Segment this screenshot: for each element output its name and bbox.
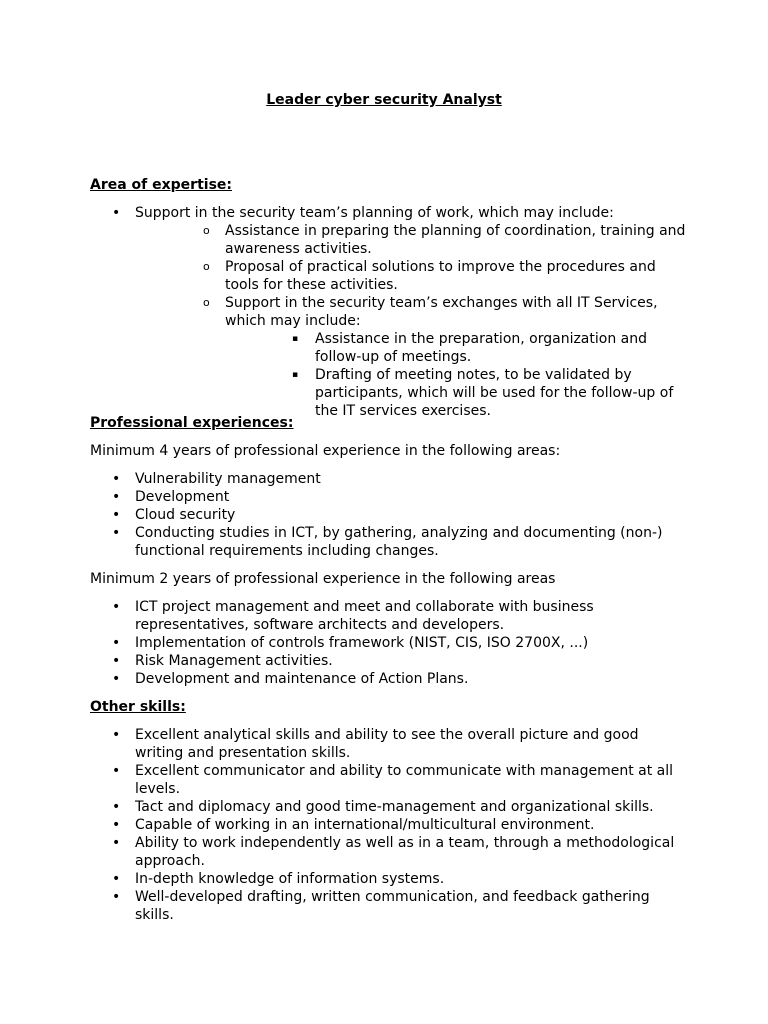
circle-marker: o	[203, 260, 210, 273]
experience-intro-2-years: Minimum 2 years of professional experience in the following areas	[90, 571, 556, 587]
list-item	[270, 366, 690, 420]
list-item	[90, 524, 690, 560]
bullet-marker: •	[112, 471, 121, 487]
bullet-marker: •	[112, 889, 121, 905]
list-item	[90, 798, 690, 816]
list-item-text: Development	[135, 489, 230, 505]
list-item	[90, 726, 690, 762]
bullet-marker: •	[112, 763, 121, 779]
list-item-text: Implementation of controls framework (NIST, CIS, ISO 2700X, ...)	[135, 635, 589, 651]
list-item	[90, 834, 690, 870]
list-item-text: Support in the security team’s planning of work, which may include:	[135, 205, 614, 221]
skills-list	[90, 726, 690, 924]
list-item	[90, 816, 690, 834]
list-item-text: Ability to work independently as well as in a team, through a methodological approach.	[135, 835, 675, 869]
experience-4-list	[90, 470, 690, 560]
list-item-text: Tact and diplomacy and good time-management and organizational skills.	[135, 799, 654, 815]
document-title: Leader cyber security Analyst	[266, 92, 502, 108]
circle-marker: o	[203, 224, 210, 237]
list-item	[90, 652, 690, 670]
experience-heading: Professional experiences:	[90, 415, 294, 431]
list-item-text: Cloud security	[135, 507, 236, 523]
list-item-text: ICT project management and meet and collaborate with business representatives, software architects and developers.	[135, 599, 594, 633]
bullet-marker: •	[112, 205, 121, 221]
list-item	[180, 294, 690, 420]
bullet-marker: •	[112, 727, 121, 743]
list-item	[90, 870, 690, 888]
list-item-text: Support in the security team’s exchanges with all IT Services, which may include:	[225, 295, 658, 329]
list-item	[90, 762, 690, 798]
list-item-text: In-depth knowledge of information systems.	[135, 871, 445, 887]
list-item	[90, 204, 690, 420]
list-item-text: Development and maintenance of Action Plans.	[135, 671, 469, 687]
list-item	[90, 598, 690, 634]
sub-list	[180, 222, 690, 420]
list-item-text: Proposal of practical solutions to improve the procedures and tools for these activities.	[225, 259, 656, 293]
list-item	[90, 888, 690, 924]
experience-intro-4-years: Minimum 4 years of professional experience in the following areas:	[90, 443, 561, 459]
circle-marker: o	[203, 296, 210, 309]
list-item	[90, 488, 690, 506]
list-item-text: Assistance in the preparation, organization and follow-up of meetings.	[315, 331, 647, 365]
expertise-list	[90, 204, 690, 420]
bullet-marker: •	[112, 489, 121, 505]
bullet-marker: •	[112, 871, 121, 887]
bullet-marker: •	[112, 835, 121, 851]
list-item	[90, 470, 690, 488]
experience-2-list	[90, 598, 690, 688]
bullet-marker: •	[112, 599, 121, 615]
sub-sub-list	[270, 330, 690, 420]
list-item-text: Conducting studies in ICT, by gathering, analyzing and documenting (non-) functional requirements including changes.	[135, 525, 663, 559]
bullet-marker: •	[112, 525, 121, 541]
list-item-text: Drafting of meeting notes, to be validated by participants, which will be used for the follow-up of the IT services exercises.	[315, 367, 674, 419]
bullet-marker: •	[112, 653, 121, 669]
list-item-text: Well-developed drafting, written communication, and feedback gathering skills.	[135, 889, 650, 923]
list-item	[90, 634, 690, 652]
bullet-marker: •	[112, 671, 121, 687]
bullet-marker: •	[112, 507, 121, 523]
list-item-text: Vulnerability management	[135, 471, 321, 487]
expertise-heading: Area of expertise:	[90, 177, 233, 193]
bullet-marker: •	[112, 799, 121, 815]
list-item-text: Capable of working in an international/multicultural environment.	[135, 817, 595, 833]
list-item-text: Excellent analytical skills and ability to see the overall picture and good writing and presentation skills.	[135, 727, 639, 761]
list-item	[180, 258, 690, 294]
list-item	[90, 670, 690, 688]
list-item	[180, 222, 690, 258]
square-marker: ▪	[292, 334, 299, 344]
skills-heading: Other skills:	[90, 699, 186, 715]
bullet-marker: •	[112, 817, 121, 833]
bullet-marker: •	[112, 635, 121, 651]
list-item	[90, 506, 690, 524]
square-marker: ▪	[292, 370, 299, 380]
list-item-text: Risk Management activities.	[135, 653, 333, 669]
list-item-text: Assistance in preparing the planning of coordination, training and awareness activities.	[225, 223, 686, 257]
list-item	[270, 330, 690, 366]
list-item-text: Excellent communicator and ability to communicate with management at all levels.	[135, 763, 674, 797]
